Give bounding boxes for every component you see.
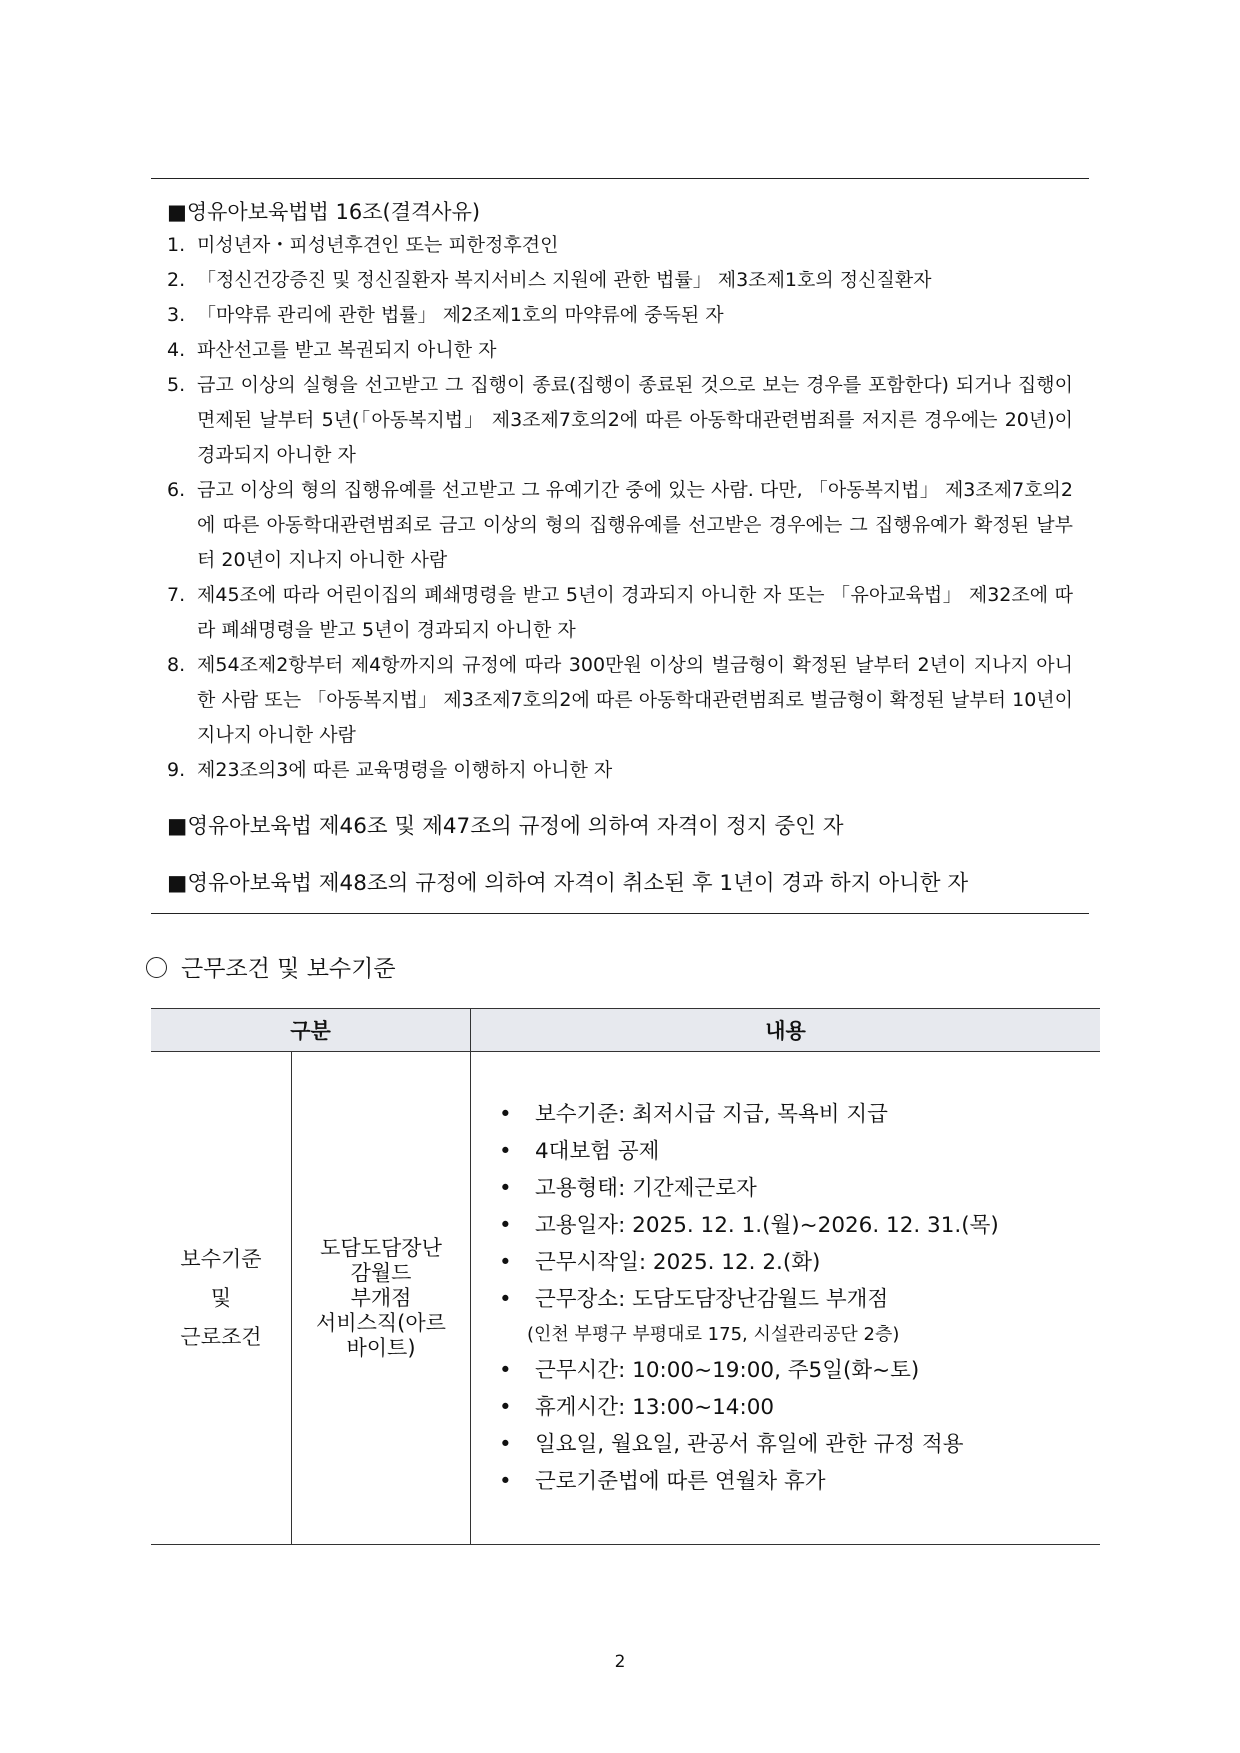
bullet-icon: •	[499, 1432, 512, 1457]
disqualification-title: ■영유아보육법법 16조(결격사유)	[167, 200, 481, 224]
list-item: 4. 파산선고를 받고 복권되지 아니한 자	[167, 339, 497, 361]
position-cell: 도담도담장난 감월드 부개점 서비스직(아르 바이트)	[292, 1052, 471, 1545]
list-item: • 휴게시간: 13:00~14:00	[499, 1389, 1099, 1426]
list-item: • 고용형태: 기간제근로자	[499, 1170, 1099, 1207]
circle-icon	[146, 957, 167, 978]
list-item: • 근로기준법에 따른 연월차 휴가	[499, 1463, 1099, 1500]
category-header: 구분	[151, 1009, 471, 1052]
suspended-clause: ■영유아보육법 제46조 및 제47조의 규정에 의하여 자격이 정지 중인 자	[167, 814, 844, 839]
table-row	[151, 1052, 1100, 1545]
address-note: (인천 부평구 부평대로 175, 시설관리공단 2층)	[527, 1324, 900, 1345]
bullet-icon: •	[499, 1213, 512, 1238]
disqualification-list	[167, 228, 1073, 788]
content-cell	[471, 1052, 1101, 1545]
conditions-table	[151, 1008, 1100, 1545]
list-item: 7. 제45조에 따라 어린이집의 폐쇄명령을 받고 5년이 경과되지 아니한 자 또는 「유아교육법」 제32조에 따라 폐쇄명령을 받고 5년이 경과되지 아니한 자	[167, 584, 1073, 641]
list-item: • 일요일, 월요일, 관공서 휴일에 관한 규정 적용	[499, 1426, 1099, 1463]
bullet-icon: •	[499, 1139, 512, 1164]
list-item: • 4대보험 공제	[499, 1133, 1099, 1170]
bullet-icon: •	[499, 1102, 512, 1127]
list-item: 1. 미성년자・피성년후견인 또는 피한정후견인	[167, 234, 559, 256]
list-item: 6. 금고 이상의 형의 집행유예를 선고받고 그 유예기간 중에 있는 사람. 다만, 「아동복지법」 제3조제7호의2에 따른 아동학대관련범죄로 금고 이상의 형의 집행유예를 선고받은 경우에는 그 집행유예가 확정된 날부터 20년이 지나지 아니한 사람	[167, 479, 1073, 571]
list-item: • 근무시간: 10:00~19:00, 주5일(화~토)	[499, 1352, 1099, 1389]
list-item: • 고용일자: 2025. 12. 1.(월)~2026. 12. 31.(목)	[499, 1207, 1099, 1244]
bullet-icon: •	[499, 1250, 512, 1275]
list-item: • 근무장소: 도담도담장난감월드 부개점	[499, 1281, 1099, 1318]
bullet-icon: •	[499, 1358, 512, 1383]
list-item: 5. 금고 이상의 실형을 선고받고 그 집행이 종료(집행이 종료된 것으로 보는 경우를 포함한다) 되거나 집행이 면제된 날부터 5년(「아동복지법」 제3조제7호의2에 따른 아동학대관련범죄를 저지른 경우에는 20년)이 경과되지 아니한 자	[167, 374, 1073, 466]
row-label: 보수기준 및 근로조건	[151, 1052, 292, 1545]
list-item: 3. 「마약류 관리에 관한 법률」 제2조제1호의 마약류에 중독된 자	[167, 304, 724, 326]
bullet-icon: •	[499, 1469, 512, 1494]
conditions-list	[472, 1096, 1099, 1500]
list-item: 8. 제54조제2항부터 제4항까지의 규정에 따라 300만원 이상의 벌금형이 확정된 날부터 2년이 지나지 아니한 사람 또는 「아동복지법」 제3조제7호의2에 따른 아동학대관련범죄로 벌금형이 확정된 날부터 10년이 지나지 아니한 사람	[167, 654, 1073, 746]
content-header: 내용	[471, 1009, 1101, 1052]
list-item: • 근무시작일: 2025. 12. 2.(화)	[499, 1244, 1099, 1281]
list-item: • 보수기준: 최저시급 지급, 목욕비 지급	[499, 1096, 1099, 1133]
bullet-icon: •	[499, 1176, 512, 1201]
list-item: 2. 「정신건강증진 및 정신질환자 복지서비스 지원에 관한 법률」 제3조제1호의 정신질환자	[167, 269, 932, 291]
list-item: 9. 제23조의3에 따른 교육명령을 이행하지 아니한 자	[167, 759, 613, 781]
bullet-icon: •	[499, 1287, 512, 1312]
revoked-clause: ■영유아보육법 제48조의 규정에 의하여 자격이 취소된 후 1년이 경과 하지 아니한 자	[167, 871, 969, 896]
page-number: 2	[614, 1652, 626, 1672]
conditions-heading: 근무조건 및 보수기준	[146, 950, 396, 983]
bullet-icon: •	[499, 1395, 512, 1420]
